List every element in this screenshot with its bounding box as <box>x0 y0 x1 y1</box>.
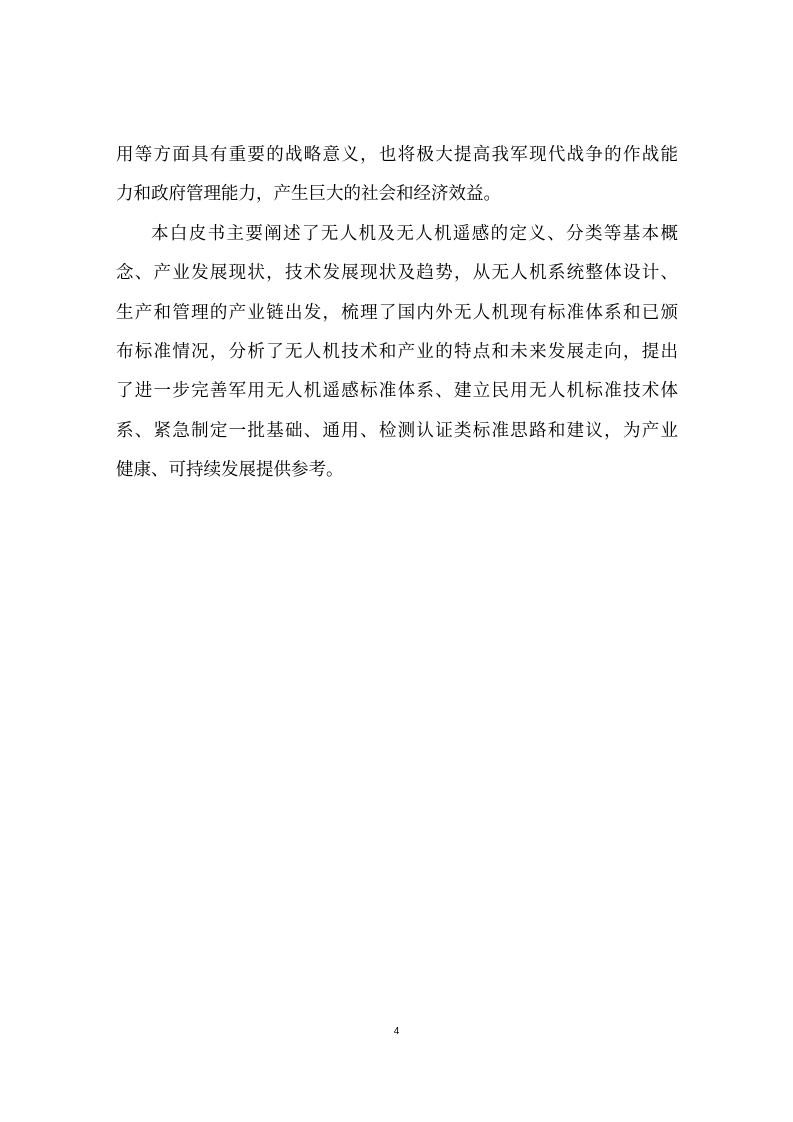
text-line: 本白皮书主要阐述了无人机及无人机遥感的定义、分类等基本概 <box>151 223 678 244</box>
text-line: 布标准情况，分析了无人机技术和产业的特点和未来发展走向，提出 <box>116 341 678 362</box>
document-body <box>116 136 678 491</box>
text-line: 生产和管理的产业链出发，梳理了国内外无人机现有标准体系和已颁 <box>116 302 678 323</box>
text-line: 系、紧急制定一批基础、通用、检测认证类标准思路和建议，为产业 <box>116 420 678 441</box>
text-line: 健康、可持续发展提供参考。 <box>116 460 344 481</box>
text-line: 了进一步完善军用无人机遥感标准体系、建立民用无人机标准技术体 <box>116 381 678 402</box>
page-number: 4 <box>393 1026 400 1037</box>
text-line: 念、产业发展现状，技术发展现状及趋势，从无人机系统整体设计、 <box>116 263 678 284</box>
text-line: 用等方面具有重要的战略意义，也将极大提高我军现代战争的作战能 <box>116 145 678 165</box>
text-line: 力和政府管理能力，产生巨大的社会和经济效益。 <box>116 184 501 205</box>
